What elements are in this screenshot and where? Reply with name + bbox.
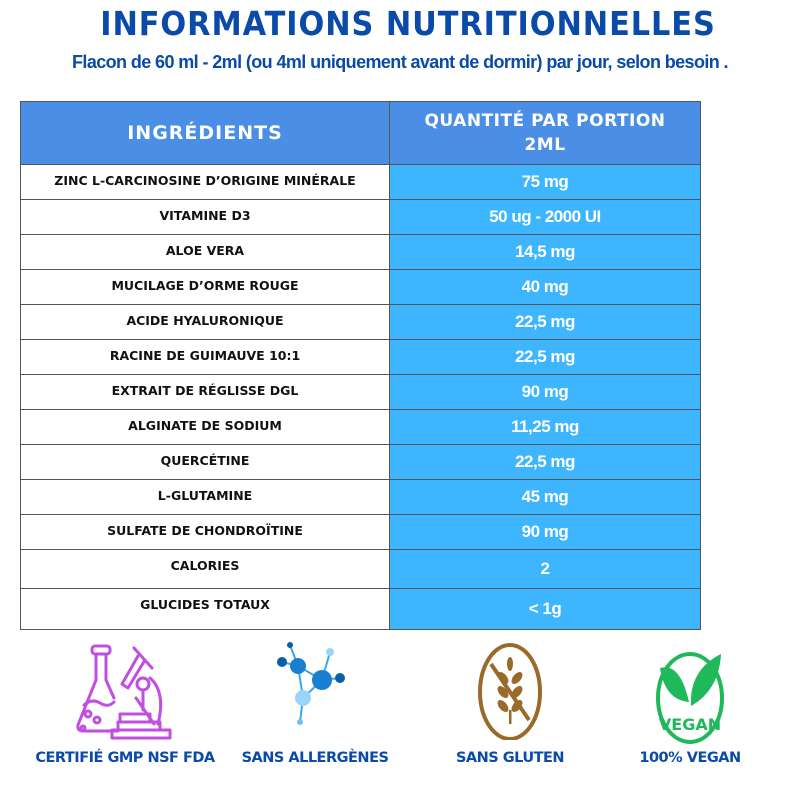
table-row <box>21 340 701 375</box>
table-row <box>21 589 701 630</box>
amount-cell: 22,5 mg <box>390 445 701 480</box>
ingredient-cell: SULFATE DE CHONDROÏTINE <box>21 515 390 550</box>
ingredient-cell: RACINE DE GUIMAUVE 10:1 <box>21 340 390 375</box>
ingredient-cell: QUERCÉTINE <box>21 445 390 480</box>
table-header-row <box>21 102 701 165</box>
badges-row <box>0 640 800 800</box>
header-quantity-line2: 2ML <box>524 135 566 155</box>
table-row <box>21 480 701 515</box>
badge-label: CERTIFIÉ GMP NSF FDA <box>35 750 215 766</box>
header-quantity-line1: QUANTITÉ PAR PORTION <box>424 111 666 131</box>
ingredient-cell: L-GLUTAMINE <box>21 480 390 515</box>
header-ingredients: INGRÉDIENTS <box>21 102 390 165</box>
amount-cell: < 1g <box>390 589 701 630</box>
amount-cell: 90 mg <box>390 515 701 550</box>
amount-cell: 90 mg <box>390 375 701 410</box>
amount-cell: 40 mg <box>390 270 701 305</box>
ingredient-cell: ZINC L-CARCINOSINE D’ORIGINE MINÉRALE <box>21 165 390 200</box>
page-title: INFORMATIONS NUTRITIONNELLES <box>100 4 716 43</box>
ingredient-cell: VITAMINE D3 <box>21 200 390 235</box>
ingredient-cell: CALORIES <box>21 550 390 589</box>
table-row <box>21 550 701 589</box>
ingredient-cell: ALOE VERA <box>21 235 390 270</box>
table-row <box>21 445 701 480</box>
badge-label: SANS GLUTEN <box>455 750 565 766</box>
table-row <box>21 375 701 410</box>
amount-cell: 50 ug - 2000 UI <box>390 200 701 235</box>
gluten-free-icon <box>455 640 565 740</box>
ingredient-cell: ALGINATE DE SODIUM <box>21 410 390 445</box>
badge-allergen-free <box>215 640 415 766</box>
badge-label: 100% VEGAN <box>639 750 741 766</box>
molecule-icon <box>260 640 370 740</box>
nutrition-table <box>20 101 701 630</box>
amount-cell: 75 mg <box>390 165 701 200</box>
ingredient-cell: GLUCIDES TOTAUX <box>21 589 390 630</box>
badge-vegan <box>590 640 790 766</box>
amount-cell: 45 mg <box>390 480 701 515</box>
amount-cell: 11,25 mg <box>390 410 701 445</box>
vegan-leaf-icon <box>635 640 745 745</box>
table-row <box>21 515 701 550</box>
page-subtitle: Flacon de 60 ml - 2ml (ou 4ml uniquement avant de dormir) par jour, selon besoin . <box>72 52 728 72</box>
amount-cell: 14,5 mg <box>390 235 701 270</box>
table-row <box>21 200 701 235</box>
table-row <box>21 410 701 445</box>
ingredient-cell: MUCILAGE D’ORME ROUGE <box>21 270 390 305</box>
table-row <box>21 305 701 340</box>
badge-label: SANS ALLERGÈNES <box>241 750 389 766</box>
table-row <box>21 270 701 305</box>
header-quantity <box>390 102 701 165</box>
amount-cell: 22,5 mg <box>390 340 701 375</box>
table-row <box>21 165 701 200</box>
lab-microscope-icon <box>70 640 180 740</box>
amount-cell: 22,5 mg <box>390 305 701 340</box>
table-row <box>21 235 701 270</box>
vegan-icon-text: VEGAN <box>658 715 722 734</box>
badge-gmp <box>25 640 225 766</box>
ingredient-cell: EXTRAIT DE RÉGLISSE DGL <box>21 375 390 410</box>
amount-cell: 2 <box>390 550 701 589</box>
badge-gluten-free <box>410 640 610 766</box>
ingredient-cell: ACIDE HYALURONIQUE <box>21 305 390 340</box>
